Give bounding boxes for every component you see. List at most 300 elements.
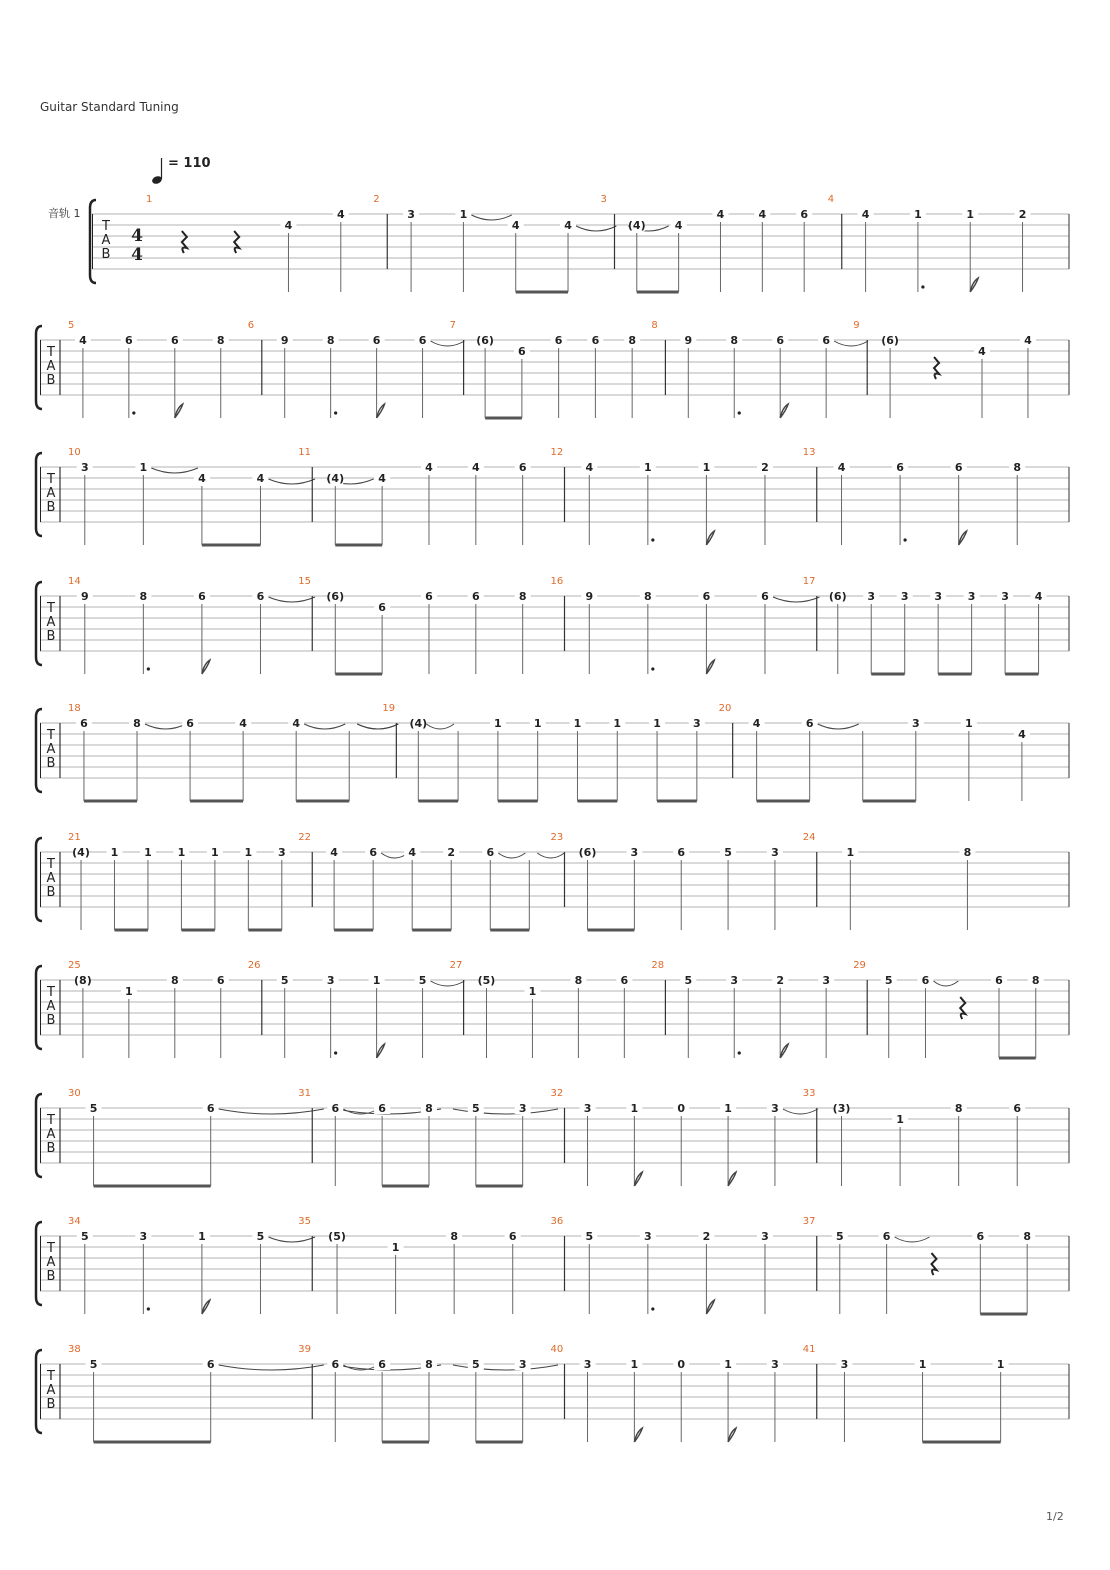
tab-note xyxy=(587,334,603,418)
flag-icon xyxy=(706,660,714,674)
tab-clef-letter: A xyxy=(46,999,56,1014)
measure xyxy=(803,1216,1035,1316)
fret-number: 1 xyxy=(177,846,186,859)
fret-number: 8 xyxy=(963,846,972,859)
measure-number: 12 xyxy=(550,447,564,458)
tab-note xyxy=(77,461,93,545)
measure xyxy=(60,576,315,674)
beam xyxy=(485,417,522,420)
tab-note xyxy=(712,208,728,292)
measure xyxy=(298,447,530,547)
measure-number: 26 xyxy=(247,960,261,971)
tab-note xyxy=(581,461,597,545)
tab-note xyxy=(327,1358,378,1442)
measure xyxy=(853,320,1036,418)
flag-icon xyxy=(202,1300,210,1314)
fret-number: 2 xyxy=(776,974,785,987)
measure xyxy=(651,960,834,1058)
beam xyxy=(248,929,281,932)
fret-number: 6 xyxy=(186,717,194,730)
tab-note xyxy=(515,1102,531,1186)
fret-number: 3 xyxy=(934,590,942,603)
tab-note xyxy=(698,461,714,545)
measure xyxy=(450,320,641,420)
tab-note xyxy=(235,717,251,801)
tab-note xyxy=(74,974,92,1058)
tab-clef-letter: B xyxy=(46,1269,56,1284)
fret-number: 8 xyxy=(133,717,141,730)
tab-note xyxy=(194,472,210,545)
tab-clef-letter: A xyxy=(46,871,56,886)
fret-number: 6 xyxy=(369,846,377,859)
tie-curve xyxy=(268,479,315,484)
beam xyxy=(382,1441,429,1444)
tab-note xyxy=(86,1358,102,1442)
flag-icon xyxy=(175,404,183,418)
tab-note xyxy=(135,1230,151,1314)
fret-number: 8 xyxy=(425,1102,433,1115)
tab-note xyxy=(135,461,198,545)
fret-number: (4) xyxy=(72,846,90,859)
measure-number: 17 xyxy=(802,576,816,587)
beam xyxy=(577,800,617,803)
measure xyxy=(551,1344,783,1442)
measure-number: 6 xyxy=(247,320,255,331)
dot-icon xyxy=(334,1051,337,1054)
measure-number: 13 xyxy=(802,447,816,458)
beam xyxy=(999,1057,1036,1060)
fret-number: 6 xyxy=(378,1358,386,1371)
measure xyxy=(382,703,705,803)
flag-icon xyxy=(634,1428,642,1442)
dot-icon xyxy=(738,1051,741,1054)
fret-number: 3 xyxy=(518,1102,527,1115)
tab-note xyxy=(277,974,293,1058)
tab-note xyxy=(972,1230,988,1314)
fret-number: 4 xyxy=(861,208,870,221)
tab-note xyxy=(757,1230,773,1314)
measure xyxy=(60,320,229,418)
staff-system xyxy=(36,1216,1069,1316)
tab-note xyxy=(349,724,398,801)
tab-note xyxy=(374,1102,390,1186)
fret-number: 3 xyxy=(967,590,976,603)
tab-note xyxy=(892,1113,908,1186)
tie-curve xyxy=(933,981,958,986)
fret-number: 8 xyxy=(1013,461,1022,474)
fret-number: 1 xyxy=(391,1241,400,1254)
fret-number: 6 xyxy=(378,1102,386,1115)
measure xyxy=(373,194,668,294)
tab-note xyxy=(609,717,625,801)
fret-number: 5 xyxy=(89,1102,98,1115)
fret-number: 4 xyxy=(1024,334,1032,347)
tab-note xyxy=(421,590,437,674)
tab-note xyxy=(580,1358,596,1442)
measure-number: 10 xyxy=(68,447,81,458)
measure-number: 22 xyxy=(298,832,311,843)
tab-note xyxy=(640,590,656,674)
fret-number: 1 xyxy=(494,717,502,730)
fret-number: 4 xyxy=(336,208,345,221)
measure-number: 5 xyxy=(68,320,75,331)
fret-number: 1 xyxy=(144,846,152,859)
tie-curve xyxy=(426,724,454,729)
tab-clef-letter: A xyxy=(46,615,56,630)
fret-number: 4 xyxy=(378,472,386,485)
dot-icon xyxy=(738,411,741,414)
tab-note xyxy=(908,717,924,801)
dot-icon xyxy=(651,538,654,541)
flag-icon xyxy=(728,1428,736,1442)
tab-note xyxy=(476,334,494,418)
tab-note xyxy=(515,461,531,545)
dot-icon xyxy=(132,411,135,414)
fret-number: 5 xyxy=(280,974,289,987)
measure xyxy=(298,832,564,932)
tab-note xyxy=(698,590,714,674)
tab-note xyxy=(213,974,229,1058)
tab-note xyxy=(328,1230,346,1314)
measure xyxy=(60,960,229,1058)
dot-icon xyxy=(651,667,654,670)
tab-note xyxy=(77,590,93,674)
measure xyxy=(450,960,633,1058)
fret-number: 1 xyxy=(630,1358,639,1371)
staff-system xyxy=(36,1088,1069,1188)
tab-note xyxy=(640,461,656,545)
beam xyxy=(923,1441,1001,1444)
tab-note xyxy=(326,472,344,545)
fret-number: 1 xyxy=(896,1113,904,1126)
beam xyxy=(871,673,904,676)
fret-number: 5 xyxy=(684,974,693,987)
fret-number: 6 xyxy=(198,590,206,603)
beam xyxy=(980,1313,1027,1316)
tab-note xyxy=(915,1358,931,1442)
beam xyxy=(490,929,529,932)
dot-icon xyxy=(651,1307,654,1310)
fret-number: 1 xyxy=(996,1358,1005,1371)
measure xyxy=(298,1344,530,1444)
measure-number: 14 xyxy=(68,576,81,587)
measure-number: 11 xyxy=(298,447,311,458)
fret-number: 3 xyxy=(771,846,779,859)
fret-number: 6 xyxy=(954,461,963,474)
tab-note xyxy=(515,590,531,674)
quarter-note-icon xyxy=(151,158,163,185)
tab-clef-letter: B xyxy=(46,373,56,388)
measure-number: 37 xyxy=(802,1216,816,1227)
beam xyxy=(94,1185,211,1188)
tab-note xyxy=(749,717,765,801)
measure-number: 4 xyxy=(827,194,835,205)
measure xyxy=(60,447,374,547)
fret-number: 3 xyxy=(326,974,335,987)
tab-note xyxy=(767,1102,818,1186)
tie-curve xyxy=(219,1109,324,1114)
tab-note xyxy=(640,1230,656,1314)
fret-number: 8 xyxy=(216,334,225,347)
tab-note xyxy=(1009,461,1025,545)
fret-number: (6) xyxy=(828,590,847,603)
tab-note xyxy=(649,717,665,801)
measure-number: 32 xyxy=(550,1088,564,1099)
tab-note xyxy=(991,974,1007,1058)
tab-note xyxy=(1020,334,1036,418)
tab-note xyxy=(720,846,736,930)
beam xyxy=(863,800,916,803)
tab-note xyxy=(1015,208,1031,292)
fret-number: 4 xyxy=(79,334,87,347)
tab-note xyxy=(207,846,223,930)
fret-number: 4 xyxy=(752,717,761,730)
fret-number: 6 xyxy=(591,334,600,347)
fret-number: 1 xyxy=(724,1102,732,1115)
tab-note xyxy=(910,208,926,292)
tab-note xyxy=(194,590,210,674)
tab-note xyxy=(443,846,459,930)
fret-number: 3 xyxy=(407,208,415,221)
tab-note xyxy=(76,717,92,801)
measure-number: 29 xyxy=(853,960,866,971)
tab-clef-letter: T xyxy=(47,857,55,872)
tab-note xyxy=(288,717,398,801)
measure xyxy=(248,320,465,418)
tie-curve xyxy=(304,724,345,729)
flag-icon xyxy=(706,531,714,545)
tab-note xyxy=(326,590,344,674)
flag-icon xyxy=(728,1172,736,1186)
measure-number: 1 xyxy=(146,194,153,205)
beam xyxy=(637,291,679,294)
staff-system xyxy=(36,960,1069,1060)
tab-note xyxy=(767,1358,783,1442)
tab-note xyxy=(274,846,290,930)
dot-icon xyxy=(921,285,924,288)
fret-number: 6 xyxy=(702,590,711,603)
beam xyxy=(657,800,697,803)
tab-note xyxy=(167,334,183,418)
fret-number: 6 xyxy=(331,1358,340,1371)
fret-number: 6 xyxy=(518,345,526,358)
tab-note xyxy=(365,846,408,930)
fret-number: 4 xyxy=(330,846,338,859)
fret-number: 6 xyxy=(554,334,563,347)
fret-number: 3 xyxy=(518,1358,527,1371)
tab-note xyxy=(374,472,390,545)
tab-note xyxy=(834,461,850,545)
fret-number: 5 xyxy=(471,1102,480,1115)
tab-clef-letter: T xyxy=(47,1369,55,1384)
tie-curve xyxy=(431,341,465,346)
measure-number: 38 xyxy=(68,1344,81,1355)
fret-number: 3 xyxy=(583,1102,592,1115)
fret-number: 8 xyxy=(644,590,652,603)
fret-number: 3 xyxy=(139,1230,148,1243)
measure xyxy=(60,832,290,932)
tab-note xyxy=(490,717,506,801)
beam xyxy=(418,800,458,803)
tuning-label: Guitar Standard Tuning xyxy=(40,100,179,114)
measure-number: 28 xyxy=(651,960,665,971)
flag-icon xyxy=(959,531,967,545)
measure-number: 41 xyxy=(802,1344,816,1355)
fret-number: 1 xyxy=(110,846,119,859)
page-number: 1/2 xyxy=(1046,1510,1064,1523)
flag-icon xyxy=(202,660,210,674)
measure-number: 33 xyxy=(802,1088,816,1099)
tie-curve xyxy=(537,853,564,858)
fret-number: 6 xyxy=(170,334,179,347)
fret-number: 3 xyxy=(730,974,739,987)
tab-note xyxy=(280,219,296,292)
tab-note xyxy=(468,590,484,674)
tab-note xyxy=(934,357,939,379)
tab-note xyxy=(881,974,897,1058)
fret-number: 3 xyxy=(900,590,909,603)
fret-number: 6 xyxy=(921,974,930,987)
measure-number: 20 xyxy=(718,703,732,714)
tab-note xyxy=(415,974,465,1058)
fret-number: 9 xyxy=(585,590,594,603)
tie-curve xyxy=(576,226,616,231)
tab-clef-letter: A xyxy=(46,1383,56,1398)
fret-number: 6 xyxy=(805,717,814,730)
fret-number: 8 xyxy=(518,590,527,603)
measure-number: 35 xyxy=(298,1216,311,1227)
fret-number: 2 xyxy=(702,1230,711,1243)
dot-icon xyxy=(147,1307,150,1310)
fret-number: (4) xyxy=(409,717,428,730)
measure xyxy=(551,447,773,545)
tab-note xyxy=(959,846,975,930)
measure-number: 3 xyxy=(600,194,607,205)
fret-number: (6) xyxy=(326,590,345,603)
tab-note xyxy=(129,717,186,801)
flag-icon xyxy=(780,1044,788,1058)
measure xyxy=(803,1088,1025,1186)
fret-number: 0 xyxy=(677,1358,686,1371)
fret-number: 6 xyxy=(620,974,629,987)
tab-note xyxy=(726,334,742,418)
tab-note xyxy=(86,1102,102,1186)
tab-note xyxy=(863,590,879,674)
tab-note xyxy=(415,334,465,418)
tab-note xyxy=(1031,590,1047,674)
fret-number: 9 xyxy=(684,334,693,347)
tab-clef-letter: B xyxy=(46,1397,56,1412)
tie-curve xyxy=(471,215,511,220)
beam xyxy=(757,800,810,803)
tab-clef-letter: T xyxy=(47,728,55,743)
tab-note xyxy=(505,1230,521,1314)
tab-note xyxy=(757,461,773,545)
dot-icon xyxy=(334,411,337,414)
fret-number: 5 xyxy=(80,1230,89,1243)
fret-number: 1 xyxy=(918,1358,927,1371)
fret-number: 8 xyxy=(139,590,148,603)
tie-curve xyxy=(151,468,198,473)
measure-number: 15 xyxy=(298,576,311,587)
measure-number: 25 xyxy=(68,960,81,971)
fret-number: 6 xyxy=(677,846,686,859)
beam xyxy=(516,291,568,294)
fret-number: 6 xyxy=(206,1102,215,1115)
tab-note xyxy=(404,846,420,930)
tab-note xyxy=(673,1102,689,1186)
fret-number: 6 xyxy=(976,1230,985,1243)
fret-number: 6 xyxy=(822,334,830,347)
fret-number: 6 xyxy=(518,461,527,474)
tab-note xyxy=(930,590,946,674)
tie-curve xyxy=(818,724,859,729)
fret-number: 3 xyxy=(822,974,830,987)
fret-number: 6 xyxy=(331,1102,340,1115)
tie-curve xyxy=(381,853,408,858)
fret-number: 9 xyxy=(80,590,89,603)
tab-note xyxy=(478,974,496,1058)
tab-note xyxy=(579,846,597,930)
beam xyxy=(588,929,635,932)
tie-curve xyxy=(783,1109,818,1114)
tab-note xyxy=(388,1241,404,1314)
tie-curve xyxy=(834,341,868,346)
tab-note xyxy=(897,590,913,674)
tab-note xyxy=(409,717,454,801)
tab-note xyxy=(720,1102,736,1186)
fret-number: 6 xyxy=(882,1230,891,1243)
measure-number: 19 xyxy=(382,703,396,714)
tab-note xyxy=(754,208,770,292)
tab-note xyxy=(626,846,642,930)
fret-number: 4 xyxy=(674,219,683,232)
tab-note xyxy=(858,208,874,292)
fret-number: 3 xyxy=(1001,590,1009,603)
measure xyxy=(248,960,465,1058)
tab-note xyxy=(421,1358,437,1442)
measure xyxy=(298,1216,520,1314)
quarter-rest-icon xyxy=(960,997,965,1019)
measure xyxy=(60,703,398,803)
fret-number: 4 xyxy=(471,461,480,474)
measure xyxy=(651,320,868,418)
tab-note xyxy=(213,334,229,418)
tie-curve xyxy=(895,1237,930,1242)
fret-number: 9 xyxy=(280,334,289,347)
beam xyxy=(382,1185,429,1188)
tab-note xyxy=(515,1358,531,1442)
tab-note xyxy=(673,1358,689,1442)
tab-note xyxy=(455,208,511,292)
tempo-marking: = 110 xyxy=(168,156,211,171)
fret-number: 4 xyxy=(256,472,265,485)
tab-note xyxy=(234,231,239,253)
fret-number: 1 xyxy=(139,461,148,474)
fret-number: 1 xyxy=(459,208,468,221)
beam xyxy=(1005,673,1038,676)
beam xyxy=(412,929,451,932)
tab-note xyxy=(1019,1230,1035,1314)
fret-number: 4 xyxy=(1034,590,1043,603)
measure-number: 31 xyxy=(298,1088,311,1099)
tab-note xyxy=(962,208,978,292)
fret-number: 4 xyxy=(1018,728,1026,741)
fret-number: 8 xyxy=(1023,1230,1032,1243)
fret-number: 1 xyxy=(702,461,711,474)
tab-note xyxy=(106,846,122,930)
measure-number: 21 xyxy=(68,832,81,843)
